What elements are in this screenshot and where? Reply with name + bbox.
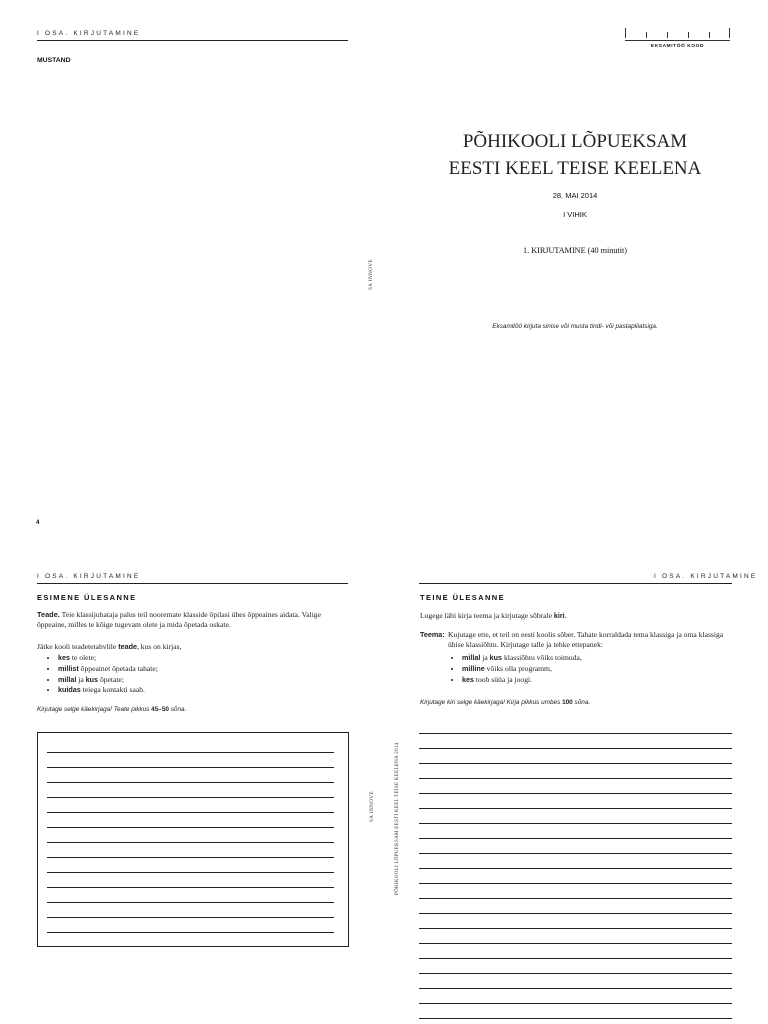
writing-line — [47, 782, 334, 783]
writing-line — [419, 733, 732, 734]
task1-header: I OSA. KIRJUTAMINE — [37, 573, 141, 580]
top-page-header: I OSA. KIRJUTAMINE — [37, 30, 141, 37]
writing-line — [47, 857, 334, 858]
writing-line — [47, 827, 334, 828]
code-tick — [729, 28, 730, 38]
writing-line — [47, 797, 334, 798]
code-tick — [667, 32, 668, 38]
exam-code-box[interactable] — [625, 28, 730, 41]
exam-title-line1: PÕHIKOOLI LÕPUEKSAM — [462, 131, 688, 152]
task2-title: TEINE ÜLESANNE — [420, 593, 506, 602]
writing-line — [419, 958, 732, 959]
task1-writing-box[interactable] — [37, 732, 349, 947]
writing-line — [47, 872, 334, 873]
writing-line — [419, 928, 732, 929]
code-tick — [646, 32, 647, 38]
code-tick — [625, 28, 626, 38]
task2-intro: Lugege läbi kirja teema ja kirjutage sõbrale kiri. — [420, 611, 567, 620]
writing-line — [419, 793, 732, 794]
task2-bullet-list — [446, 653, 582, 685]
exam-title — [420, 128, 730, 182]
writing-line — [47, 932, 334, 933]
task1-header-rule — [37, 583, 348, 584]
code-tick — [688, 32, 689, 38]
spine-label-top: SA INNOVE — [369, 258, 374, 290]
task1-note: Kirjutage selge käekirjaga! Teate pikkus 45–50 sõna. — [37, 706, 187, 713]
writing-line — [419, 988, 732, 989]
task1-title: ESIMENE ÜLESANNE — [37, 593, 137, 602]
spine-exam-text: PÕHIKOOLI LÕPUEKSAM EESTI KEEL TEISE KEELENA 2014 — [395, 742, 400, 895]
task2-theme-text: Kujutage ette, et teil on eesti koolis sõber. Tahate korraldada tema klassiga ja oma klassiga ühise klassiõhtu. Kirjutage talle ja tehke ettepanek: — [448, 630, 724, 649]
task1-p1-line1: Teie klassijuhataja palus teil nooremate klasside õpilasi ühes õppeaines aidata. Valige — [59, 610, 321, 619]
writing-line — [47, 767, 334, 768]
writing-line — [419, 973, 732, 974]
list-item: • kes toob süüa ja joogi. — [462, 675, 582, 686]
writing-line — [419, 778, 732, 779]
header-rule — [37, 40, 348, 41]
writing-line — [47, 902, 334, 903]
writing-line — [419, 838, 732, 839]
writing-line — [47, 917, 334, 918]
writing-line — [419, 1018, 732, 1019]
writing-line — [419, 943, 732, 944]
writing-line — [419, 823, 732, 824]
task1-paragraph1 — [37, 610, 352, 630]
writing-line — [47, 752, 334, 753]
task1-p2-after: , kus on kirjas, — [136, 642, 182, 651]
list-item: • kes te olete; — [58, 653, 158, 664]
writing-line — [419, 853, 732, 854]
section-label: 1. KIRJUTAMINE (40 minutit) — [523, 246, 627, 255]
spine-publisher: SA INNOVE — [370, 790, 375, 822]
exam-date: 28. MAI 2014 — [552, 191, 598, 200]
task2-header: I OSA. KIRJUTAMINE — [654, 573, 758, 580]
instruction: Eksamitöö kirjuta sinise või musta tindi- või pastapliiatsiga. — [492, 323, 658, 330]
booklet-label: I VIHIK — [563, 210, 587, 219]
list-item: • milline võiks olla programm, — [462, 664, 582, 675]
writing-line — [419, 748, 732, 749]
task2-theme-label: Teema: — [420, 630, 445, 639]
writing-line — [419, 808, 732, 809]
task2-writing-area[interactable] — [419, 718, 732, 1022]
instruction-text — [420, 315, 730, 333]
writing-line — [419, 898, 732, 899]
draft-label: MUSTAND — [37, 57, 71, 64]
writing-line — [419, 1003, 732, 1004]
task1-bullet-list — [42, 653, 158, 696]
list-item: • millal ja kus õpetate; — [58, 675, 158, 686]
writing-line — [47, 887, 334, 888]
page-number: 4 — [36, 520, 40, 526]
exam-title-line2: EESTI KEEL TEISE KEELENA — [448, 158, 702, 179]
writing-line — [419, 763, 732, 764]
task2-note: Kirjutage kiri selge käekirjaga! Kirja pikkus umbes 100 sõna. — [420, 699, 591, 706]
task1-p1-line2: õppeaine, milles te kõige tugevam olete ja mida õpetada oskate. — [37, 620, 231, 629]
writing-line — [419, 883, 732, 884]
task1-paragraph2 — [37, 642, 352, 652]
writing-line — [47, 842, 334, 843]
exam-code-caption: EKSAMITÖÖ KOOD — [650, 44, 705, 49]
writing-line — [419, 868, 732, 869]
code-tick — [709, 32, 710, 38]
list-item: • kuidas teiega kontakti saab. — [58, 685, 158, 696]
task1-p1-bold: Teade. — [37, 610, 60, 619]
task1-p2-before: Jätke kooli teadetetahvlile — [37, 642, 119, 651]
task1-p2-bold: teade — [118, 642, 137, 651]
writing-line — [419, 913, 732, 914]
writing-line — [47, 812, 334, 813]
list-item: • millal ja kus klassiõhtu võiks toimuda, — [462, 653, 582, 664]
list-item: • millist õppeainet õpetada tahate; — [58, 664, 158, 675]
task2-header-rule — [419, 583, 732, 584]
